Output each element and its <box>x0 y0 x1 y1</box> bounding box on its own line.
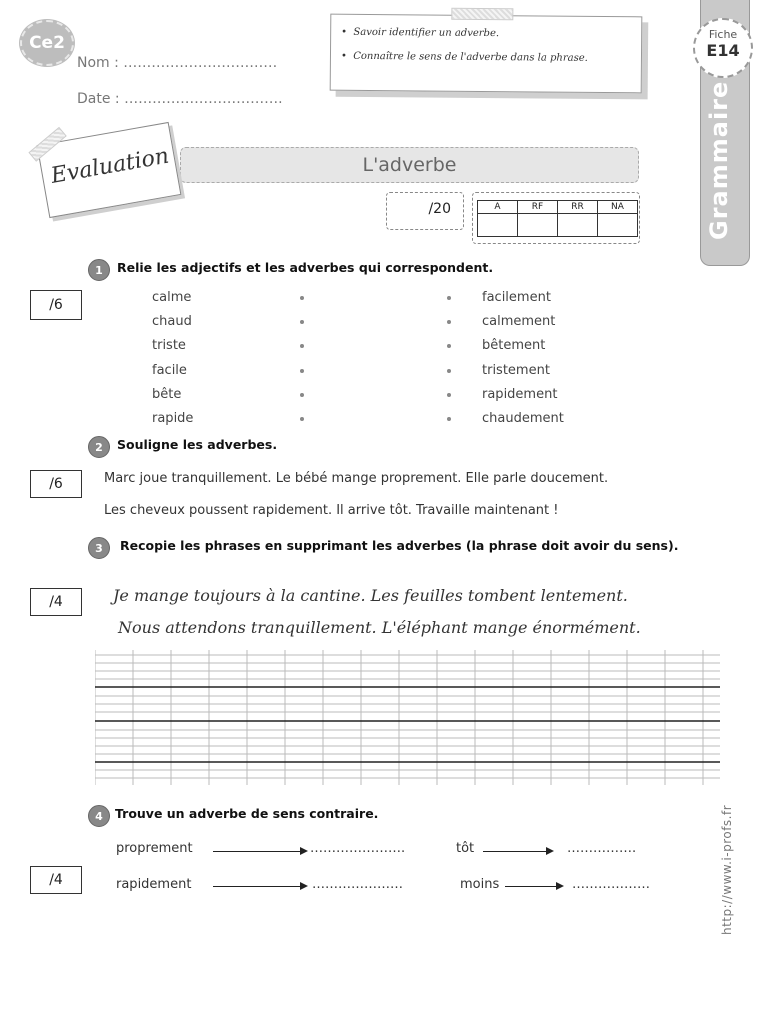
link-dot[interactable] <box>447 393 451 397</box>
grade-cell[interactable] <box>598 214 638 237</box>
exercise-3-model-1: Je mange toujours à la cantine. Les feuilles tombent lentement. <box>113 586 628 605</box>
source-url: http://www.i-profs.fr <box>720 804 734 935</box>
nom-line <box>77 55 277 71</box>
link-dot[interactable] <box>447 296 451 300</box>
title-band <box>180 147 639 183</box>
exercise-2-number: 2 <box>88 436 110 458</box>
evaluation-label: Evaluation <box>49 143 171 189</box>
grade-col-na: NA <box>598 201 638 214</box>
arrow-icon <box>300 847 308 855</box>
fiche-code: E14 <box>706 41 740 60</box>
arrow-icon <box>483 851 547 852</box>
exercise-2-instruction: Souligne les adverbes. <box>117 437 278 452</box>
answer-blank[interactable]: ……………. <box>567 841 637 856</box>
exercise-4-instruction: Trouve un adverbe de sens contraire. <box>115 806 379 821</box>
link-dot[interactable] <box>447 369 451 373</box>
fiche-badge <box>693 18 753 78</box>
exercise-1-number: 1 <box>88 259 110 281</box>
adjective-item: rapide <box>152 410 194 426</box>
grade-col-a: A <box>478 201 518 214</box>
adjective-item: chaud <box>152 314 192 330</box>
grading-grid <box>472 192 640 244</box>
level-badge: Ce2 <box>20 20 74 66</box>
subject-tab-label: Grammaire <box>705 80 733 240</box>
adjective-item: bête <box>152 386 182 402</box>
date-label: Date : <box>77 91 125 107</box>
link-dot[interactable] <box>447 417 451 421</box>
objective-1: • Savoir identifier un adverbe. <box>341 26 500 40</box>
right-dot-column <box>447 296 451 421</box>
opposite-word: proprement <box>116 841 193 856</box>
grade-cell[interactable] <box>558 214 598 237</box>
evaluation-stamp <box>37 122 182 218</box>
total-score: /20 <box>428 201 451 217</box>
arrow-icon <box>213 851 301 852</box>
opposite-word: tôt <box>456 841 475 856</box>
answer-blank[interactable]: …………………. <box>310 841 406 856</box>
link-dot[interactable] <box>300 344 304 348</box>
adverb-item: tristement <box>482 362 550 378</box>
link-dot[interactable] <box>300 393 304 397</box>
exercise-1-instruction: Relie les adjectifs et les adverbes qui correspondent. <box>117 260 494 275</box>
exercise-2-score: /6 <box>30 470 82 498</box>
exercise-1-score: /6 <box>30 290 82 320</box>
left-dot-column <box>300 296 304 421</box>
exercise-3-model-2: Nous attendons tranquillement. L'éléphant mange énormément. <box>118 618 641 637</box>
arrow-icon <box>213 886 301 887</box>
exercise-2-sentence-2[interactable]: Les cheveux poussent rapidement. Il arrive tôt. Travaille maintenant ! <box>104 503 559 518</box>
grade-col-rf: RF <box>518 201 558 214</box>
link-dot[interactable] <box>300 417 304 421</box>
arrow-icon <box>546 847 554 855</box>
grade-cell[interactable] <box>478 214 518 237</box>
link-dot[interactable] <box>300 296 304 300</box>
nom-dots[interactable]: …………………………… <box>123 55 278 71</box>
writing-lines[interactable] <box>95 650 720 785</box>
adjective-item: calme <box>152 290 192 305</box>
exercise-2-sentence-1[interactable]: Marc joue tranquillement. Le bébé mange proprement. Elle parle doucement. <box>104 471 609 486</box>
fiche-label: Fiche <box>708 28 738 41</box>
objectives-box <box>330 14 643 94</box>
date-dots[interactable]: ……………………………. <box>124 91 283 107</box>
arrow-icon <box>505 886 557 887</box>
page-title: L'adverbe <box>362 154 457 176</box>
exercise-4-score: /4 <box>30 866 82 894</box>
adjective-item: triste <box>152 338 186 354</box>
adjective-item: facile <box>152 362 187 378</box>
nom-label: Nom : <box>77 55 124 71</box>
arrow-icon <box>300 882 308 890</box>
adverb-item: chaudement <box>482 410 564 426</box>
arrow-icon <box>556 882 564 890</box>
answer-blank[interactable]: ……………… <box>572 877 650 892</box>
adverb-item: calmement <box>482 314 556 330</box>
objective-2: • Connaître le sens de l'adverbe dans la phrase. <box>340 50 588 64</box>
adverb-list <box>482 290 564 435</box>
total-score-box <box>386 192 464 230</box>
opposite-word: rapidement <box>116 877 192 892</box>
opposite-word: moins <box>460 877 500 892</box>
adverb-item: rapidement <box>482 386 558 402</box>
exercise-3-number: 3 <box>88 537 110 559</box>
adverb-item: bêtement <box>482 338 546 354</box>
adverb-item: facilement <box>482 290 551 305</box>
grade-cell[interactable] <box>518 214 558 237</box>
link-dot[interactable] <box>447 320 451 324</box>
link-dot[interactable] <box>300 320 304 324</box>
grade-col-rr: RR <box>558 201 598 214</box>
date-line <box>77 91 283 107</box>
link-dot[interactable] <box>447 344 451 348</box>
exercise-3-instruction: Recopie les phrases en supprimant les adverbes (la phrase doit avoir du sens). <box>120 538 679 553</box>
exercise-3-score: /4 <box>30 588 82 616</box>
link-dot[interactable] <box>300 369 304 373</box>
answer-blank[interactable]: ………………… <box>312 877 403 892</box>
adjective-list <box>152 290 193 435</box>
exercise-4-number: 4 <box>88 805 110 827</box>
